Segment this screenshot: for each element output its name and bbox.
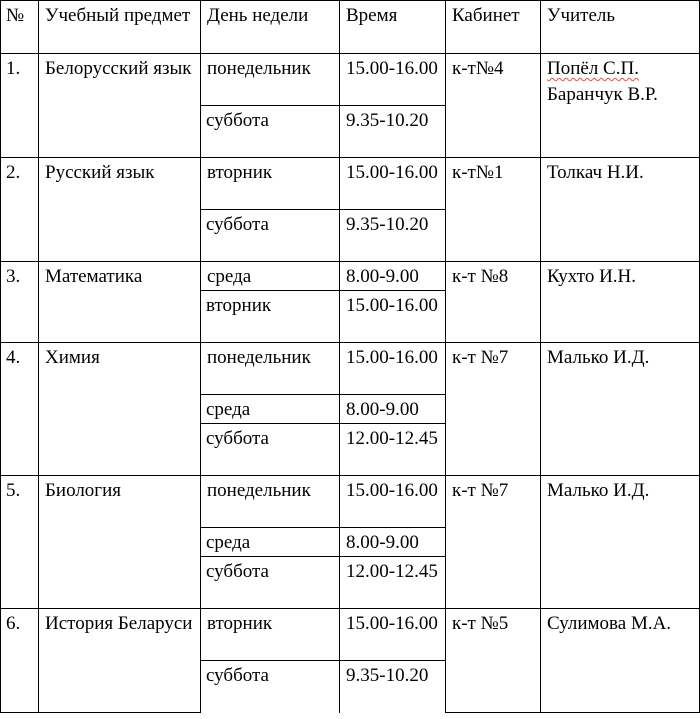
row-number: 6.	[1, 609, 39, 713]
time-cell: 12.00-12.45	[340, 424, 446, 476]
subject-cell: Математика	[39, 262, 201, 343]
teacher-name: Попёл С.П.	[547, 58, 639, 79]
header-teacher: Учитель	[541, 1, 700, 54]
day-cell: суббота	[201, 210, 340, 262]
table-row	[1, 476, 700, 528]
room-cell: к-т №7	[446, 476, 541, 609]
day-cell: вторник	[201, 291, 340, 343]
teacher-name: Сулимова М.А.	[547, 613, 672, 634]
time-cell: 15.00-16.00	[340, 54, 446, 106]
subject-cell: Химия	[39, 343, 201, 476]
table-row	[1, 54, 700, 106]
subject-cell: Русский язык	[39, 158, 201, 262]
teacher-cell	[541, 158, 700, 262]
table-row	[1, 609, 700, 661]
table-row	[1, 343, 700, 395]
teacher-cell	[541, 609, 700, 713]
day-cell: суббота	[201, 661, 340, 713]
time-cell: 15.00-16.00	[340, 158, 446, 210]
table-row	[1, 262, 700, 291]
header-row	[1, 1, 700, 54]
time-cell: 15.00-16.00	[340, 609, 446, 661]
subject-cell: Биология	[39, 476, 201, 609]
time-cell: 9.35-10.20	[340, 661, 446, 713]
day-cell: вторник	[201, 609, 340, 661]
table-row	[1, 158, 700, 210]
day-cell: среда	[201, 262, 340, 291]
row-number: 1.	[1, 54, 39, 158]
room-cell: к-т №8	[446, 262, 541, 343]
teacher-cell	[541, 343, 700, 476]
time-cell: 8.00-9.00	[340, 528, 446, 557]
time-cell: 9.35-10.20	[340, 106, 446, 158]
room-cell: к-т №7	[446, 343, 541, 476]
teacher-name: Малько И.Д.	[547, 347, 650, 368]
teacher-cell	[541, 262, 700, 343]
teacher-cell	[541, 54, 700, 158]
row-number: 4.	[1, 343, 39, 476]
day-cell: среда	[201, 528, 340, 557]
subject-cell: Белорусский язык	[39, 54, 201, 158]
teacher-name: Малько И.Д.	[547, 480, 650, 501]
header-subject: Учебный предмет	[39, 1, 201, 54]
time-cell: 12.00-12.45	[340, 557, 446, 609]
teacher-name: Баранчук В.Р.	[547, 84, 658, 105]
row-number: 5.	[1, 476, 39, 609]
teacher-name: Толкач Н.И.	[547, 162, 644, 183]
row-number: 3.	[1, 262, 39, 343]
header-time: Время	[340, 1, 446, 54]
time-cell: 8.00-9.00	[340, 395, 446, 424]
header-day: День недели	[201, 1, 340, 54]
room-cell: к-т№4	[446, 54, 541, 158]
day-cell: среда	[201, 395, 340, 424]
day-cell: суббота	[201, 106, 340, 158]
day-cell: понедельник	[201, 343, 340, 395]
row-number: 2.	[1, 158, 39, 262]
day-cell: вторник	[201, 158, 340, 210]
room-cell: к-т №5	[446, 609, 541, 713]
time-cell: 15.00-16.00	[340, 291, 446, 343]
time-cell: 15.00-16.00	[340, 476, 446, 528]
time-cell: 15.00-16.00	[340, 343, 446, 395]
teacher-name: Кухто И.Н.	[547, 266, 637, 287]
teacher-cell	[541, 476, 700, 609]
header-room: Кабинет	[446, 1, 541, 54]
time-cell: 8.00-9.00	[340, 262, 446, 291]
day-cell: понедельник	[201, 476, 340, 528]
room-cell: к-т№1	[446, 158, 541, 262]
day-cell: суббота	[201, 557, 340, 609]
header-num: №	[1, 1, 39, 54]
time-cell: 9.35-10.20	[340, 210, 446, 262]
day-cell: суббота	[201, 424, 340, 476]
day-cell: понедельник	[201, 54, 340, 106]
subject-cell: История Беларуси	[39, 609, 201, 713]
